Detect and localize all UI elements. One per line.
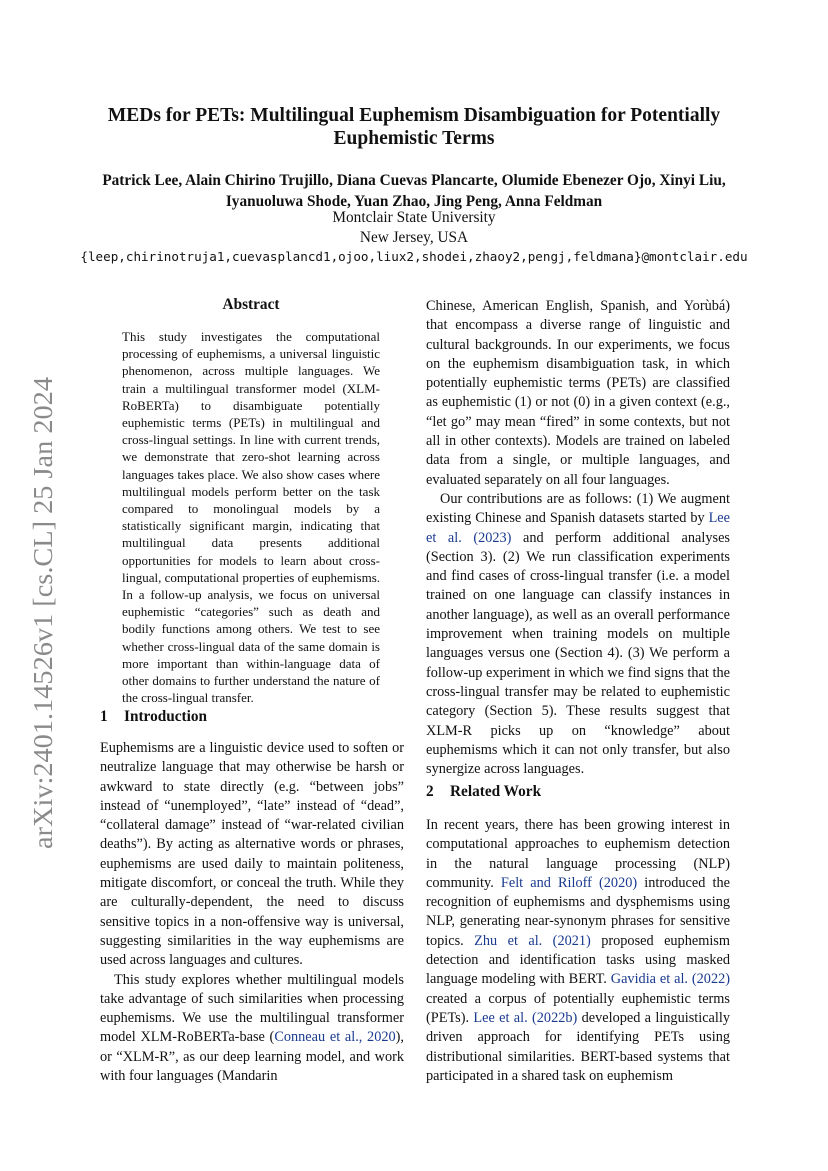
intro-paragraph-3: Chinese, American English, Spanish, and Yorùbá) that encompass a diverse range of linguistic and cultural backgrounds. In our experiments, we focus on the euphemism disambiguation task, in which potentially euphemistic terms (PETs) are classified as euphemistic (1) or not (0) in a given context (e.g., “let go” may mean “fired” in some contexts, but not all in other contexts). Models are trained on labeled data from a single, or multiple languages, and evaluated separately on all four languages. [426, 298, 730, 488]
citation-gavidia-2022[interactable]: Gavidia et al. (2022) [610, 971, 731, 988]
arxiv-side-stamp [19, 373, 63, 853]
abstract-heading: Abstract [222, 296, 280, 313]
rw-text-2: introduced the recognition of euphemisms and dysphemisms using NLP, generating near-synonym phrases for sensitive topics. [426, 874, 730, 949]
paper-title: MEDs for PETs: Multilingual Euphemism Disambiguation for Potentially Euphemistic Terms [107, 105, 721, 149]
affiliation: Montclair State University [332, 209, 496, 226]
section-2-number: 2 [426, 783, 434, 800]
author-list [40, 170, 788, 212]
citation-felt-riloff-2020[interactable]: Felt and Riloff (2020) [500, 874, 638, 891]
rw-text-3: proposed euphemism detection and identification tasks using masked language modeling with BERT. [426, 932, 730, 988]
rw-text-1: In recent years, there has been growing interest in computational approaches to euphemism detection in the natural language processing (NLP) community. [426, 817, 730, 891]
author-emails: {leep,chirinotruja1,cuevasplancd1,ojoo,liux2,shodei,zhaoy2,pengj,feldmana}@montclair.edu [80, 249, 748, 264]
authors-line-1: Patrick Lee, Alain Chirino Trujillo, Diana Cuevas Plancarte, Olumide Ebenezer Ojo, Xinyi Liu, [102, 172, 726, 189]
intro-paragraph-1: Euphemisms are a linguistic device used to soften or neutralize language that may otherwise be harsh or awkward to state directly (e.g. “between jobs” instead of “unemployed”, “late” instead of “dead”, “collateral damage” instead of “war-related civilian deaths”). By acting as alternative words or phrases, euphemisms are used daily to maintain politeness, mitigate discomfort, or conceal the truth. While they are culturally-dependent, the need to discuss sensitive topics in a non-offensive way is universal, suggesting similarities in the way euphemisms are used across languages and cultures. [100, 740, 404, 969]
abstract-text: This study investigates the computational processing of euphemisms, a universal linguistic phenomenon, across multiple languages. We train a multilingual transformer model (XLM-RoBERTa) to disambiguate potentially euphemistic terms (PETs) in multilingual and cross-lingual settings. In line with current trends, we demonstrate that zero-shot learning across languages takes place. We also show cases where multilingual models perform better on the task compared to monolingual models by a statistically significant margin, indicating that multilingual data presents additional opportunities for models to learn about cross-lingual, computational properties of euphemisms. In a follow-up analysis, we focus on universal euphemistic “categories” such as death and bodily functions among others. We test to see whether cross-lingual data of the same domain is more important than within-language data of other domains to further understand the nature of the cross-lingual transfer. [122, 329, 380, 706]
location: New Jersey, USA [359, 229, 469, 246]
intro-p2-text-b: ), or “XLM-R”, as our deep learning model, and work with four languages (Mandarin [100, 1029, 404, 1085]
rw-text-4: created a corpus of potentially euphemistic terms (PETs). [426, 990, 730, 1026]
intro-p2-text-a: This study explores whether multilingual models take advantage of such similarities when processing euphemisms. We use the multilingual transformer model XLM-RoBERTa-base ( [100, 971, 404, 1046]
section-2-title: Related Work [450, 783, 542, 800]
section-1-heading [100, 708, 207, 726]
authors-line-2: Iyanuoluwa Shode, Yuan Zhao, Jing Peng, Anna Feldman [225, 193, 603, 210]
arxiv-stamp-graphic [19, 373, 63, 853]
intro-paragraph-2 [100, 971, 404, 1087]
citation-conneau-2020[interactable]: Conneau et al., 2020 [274, 1029, 396, 1046]
section-1-number: 1 [100, 708, 108, 725]
rw-text-5: developed a linguistically driven approach for identifying PETs using distributional similarities. BERT-based systems that participated in a shared task on euphemism [426, 1009, 730, 1084]
related-work-body [426, 816, 730, 1086]
citation-zhu-2021[interactable]: Zhu et al. (2021) [474, 932, 591, 949]
related-work-paragraph [426, 816, 730, 1086]
intro-p4-text-a: Our contributions are as follows: (1) We augment existing Chinese and Spanish datasets started by [426, 490, 730, 527]
section-1-title: Introduction [124, 708, 208, 725]
intro-paragraph-4 [426, 490, 730, 779]
intro-p4-text-b: and perform additional analyses (Section 3). (2) We run classification experiments and find cases of cross-lingual transfer (i.e. a model trained on one language can classify instances in another language), as well as an overall performance improvement when training models on multiple languages versus one (Section 4). (3) We perform a follow-up experiment in which we find signs that the cross-lingual transfer may be related to euphemistic category (Section 5). These results suggest that XLM-R picks up on “knowledge” about euphemisms which it can not only transfer, but also synergize across languages. [426, 529, 730, 778]
left-column-body [100, 739, 404, 1086]
right-column-body [426, 297, 730, 779]
section-2-heading [426, 783, 541, 801]
citation-lee-2023[interactable]: Lee et al. (2023) [426, 510, 730, 546]
citation-lee-2022b[interactable]: Lee et al. (2022b) [473, 1009, 578, 1026]
arxiv-stamp-text: arXiv:2401.14526v1 [cs.CL] 25 Jan 2024 [28, 399, 58, 849]
